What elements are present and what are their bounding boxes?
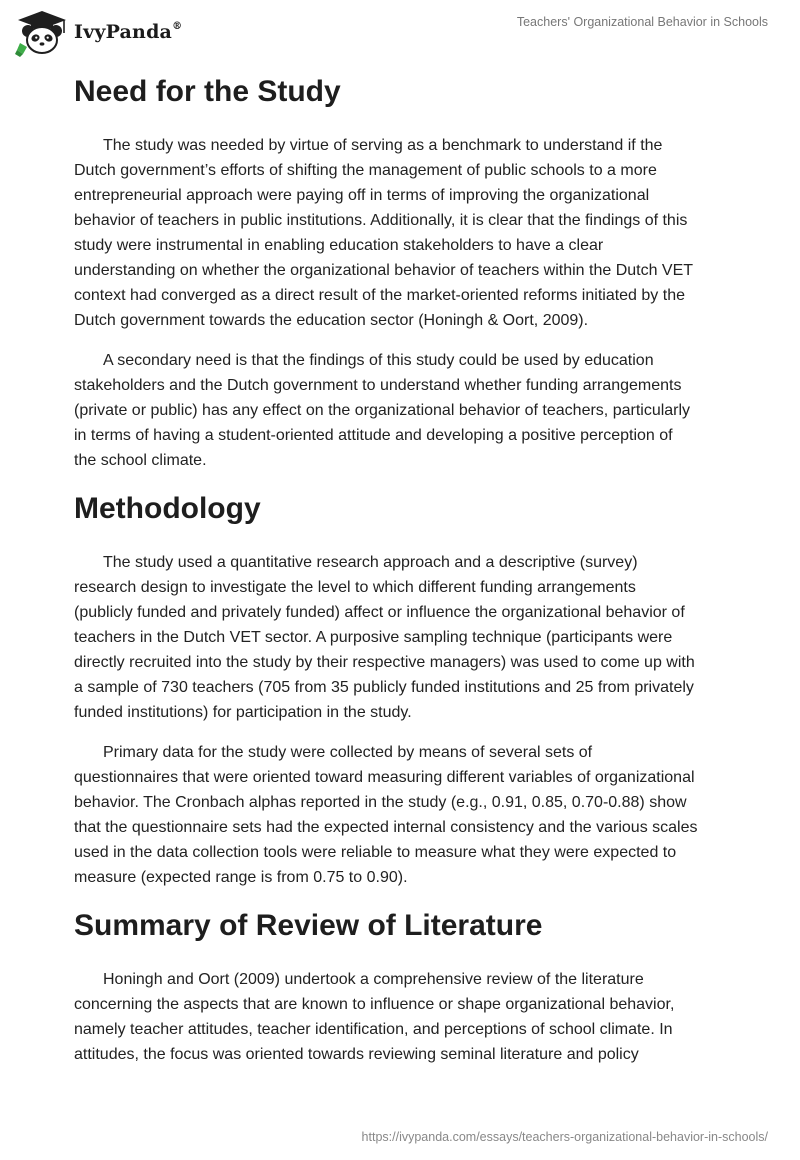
text-line: a sample of 730 teachers (705 from 35 publicly funded institutions and 25 from privately	[74, 679, 694, 696]
paragraph	[74, 348, 734, 473]
text-line: questionnaires that were oriented toward measuring different variables of organizational	[74, 769, 695, 786]
logo-wordmark: IvyPanda®	[74, 20, 183, 43]
text-line: namely teacher attitudes, teacher identification, and perceptions of school climate. In	[74, 1021, 673, 1038]
text-line: behavior. The Cronbach alphas reported in the study (e.g., 0.91, 0.85, 0.70-0.88) show	[74, 794, 687, 811]
text-line: directly recruited into the study by their respective managers) was used to come up with	[74, 654, 695, 671]
text-line: context had converged as a direct result of the market-oriented reforms initiated by the	[74, 287, 685, 304]
text-line: understanding on whether the organizational behavior of teachers within the Dutch VET	[74, 262, 694, 279]
text-line: used in the data collection tools were reliable to measure what they were expected to	[74, 844, 677, 861]
text-line: The study was needed by virtue of serving as a benchmark to understand if the	[103, 137, 663, 154]
paragraph	[74, 550, 734, 725]
paragraph	[74, 967, 734, 1067]
text-line: funded institutions) for participation in the study.	[74, 704, 412, 721]
paragraph	[74, 740, 734, 890]
text-line: Honingh and Oort (2009) undertook a comprehensive review of the literature	[103, 971, 644, 988]
text-line: stakeholders and the Dutch government to understand whether funding arrangements	[74, 377, 682, 394]
text-line: (private or public) has any effect on the organizational behavior of teachers, particularly	[74, 402, 691, 419]
text-line: teachers in the Dutch VET sector. A purposive sampling technique (participants were	[74, 629, 673, 646]
section-heading-need: Need for the Study	[74, 75, 341, 108]
text-line: measure (expected range is from 0.75 to 0.90).	[74, 869, 408, 886]
panda-graduate-icon	[14, 9, 70, 57]
text-line: Primary data for the study were collected by means of several sets of	[103, 744, 593, 761]
paragraph	[74, 133, 734, 333]
text-line: Dutch government towards the education sector (Honingh & Oort, 2009).	[74, 312, 589, 329]
text-line: in terms of having a student-oriented attitude and developing a positive perception of	[74, 427, 673, 444]
text-line: concerning the aspects that are known to influence or shape organizational behavior,	[74, 996, 675, 1013]
text-line: research design to investigate the level to which different funding arrangements	[74, 579, 636, 596]
ivypanda-logo[interactable]	[14, 9, 182, 57]
text-line: behavior of teachers in public institutions. Additionally, it is clear that the findings of this	[74, 212, 688, 229]
text-line: attitudes, the focus was oriented towards reviewing seminal literature and policy	[74, 1046, 639, 1063]
text-line: (publicly funded and privately funded) affect or influence the organizational behavior of	[74, 604, 685, 621]
text-line: A secondary need is that the findings of this study could be used by education	[103, 352, 654, 369]
page-header	[0, 0, 800, 64]
text-line: that the questionnaire sets had the expected internal consistency and the various scales	[74, 819, 698, 836]
text-line: The study used a quantitative research approach and a descriptive (survey)	[103, 554, 638, 571]
text-line: the school climate.	[74, 452, 207, 469]
section-heading-methodology: Methodology	[74, 492, 261, 525]
text-line: study were instrumental in enabling education stakeholders to have a clear	[74, 237, 604, 254]
source-url[interactable]: https://ivypanda.com/essays/teachers-organizational-behavior-in-schools/	[361, 1130, 768, 1144]
text-line: Dutch government’s efforts of shifting the management of public schools to a more	[74, 162, 657, 179]
section-heading-literature: Summary of Review of Literature	[74, 909, 543, 942]
text-line: entrepreneurial approach were paying off in terms of improving the organizational	[74, 187, 650, 204]
document-title: Teachers' Organizational Behavior in Schools	[516, 15, 768, 29]
